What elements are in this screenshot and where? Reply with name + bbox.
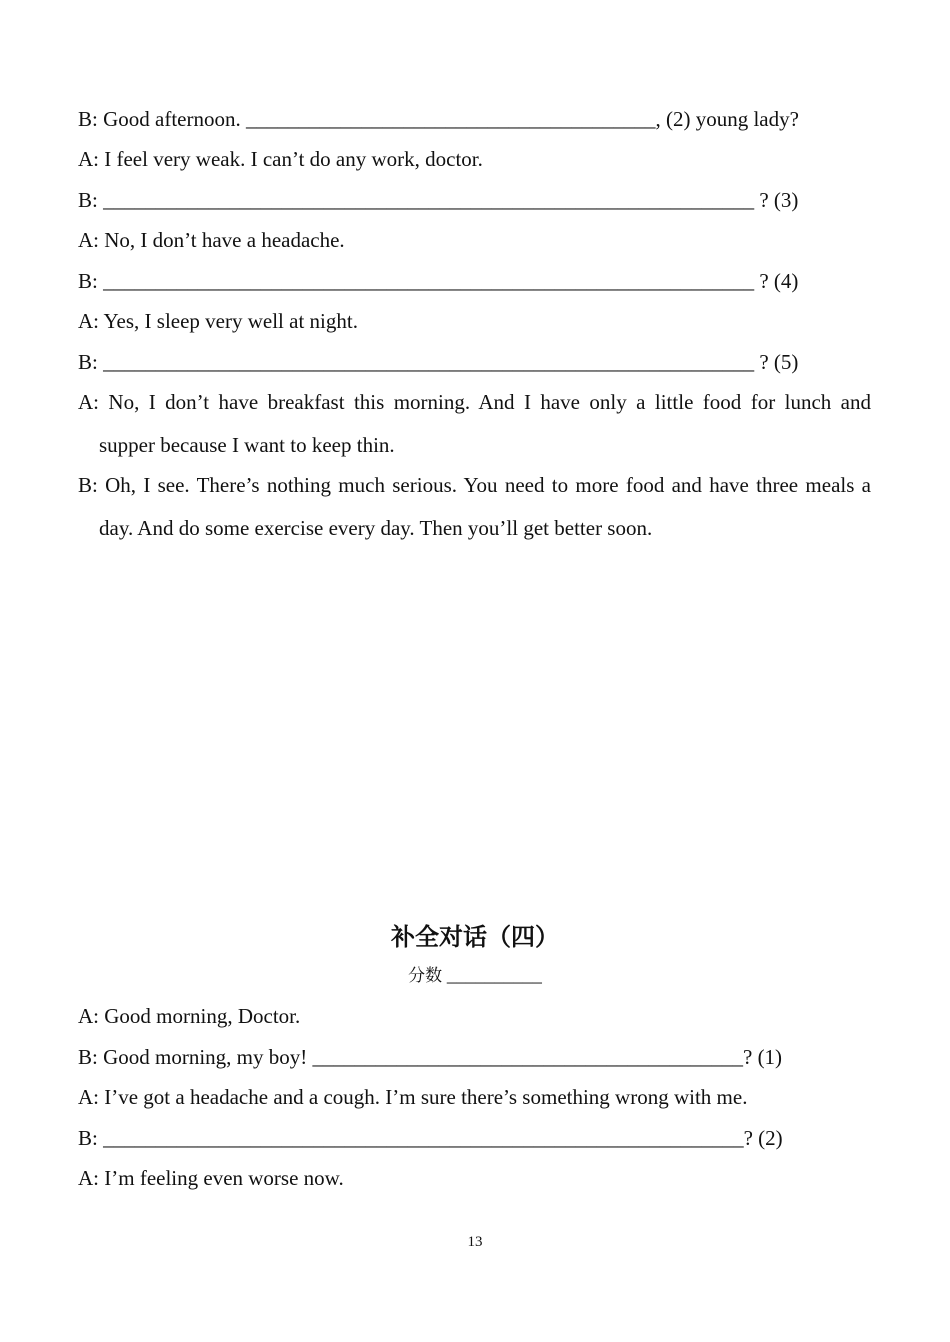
score-label: 分数: [408, 966, 443, 986]
dialogue-line: B: _____________________________________________________________? (2): [78, 1126, 783, 1150]
dialogue-line: A: No, I don’t have a headache.: [78, 228, 345, 252]
dialogue-line: A: I feel very weak. I can’t do any work, doctor.: [78, 147, 483, 171]
dialogue-line: B: ______________________________________________________________ ? (5): [78, 350, 799, 374]
dialogue-line: B: Good morning, my boy! _________________________________________? (1): [78, 1045, 783, 1069]
dialogue-line: B: ______________________________________________________________ ? (3): [78, 188, 799, 212]
dialogue-line: A: Good morning, Doctor.: [78, 1004, 301, 1028]
dialogue-line: B: ______________________________________________________________ ? (4): [78, 269, 799, 293]
dialogue-line: A: Yes, I sleep very well at night.: [78, 309, 358, 333]
dialogue-line: B: Oh, I see. There’s nothing much serious. You need to more food and have three meals a: [78, 473, 871, 497]
section-title: 补全对话（四）: [391, 923, 559, 951]
score-line: [0, 964, 950, 988]
dialogue-line: A: I’m feeling even worse now.: [78, 1166, 344, 1190]
dialogue-line: A: I’ve got a headache and a cough. I’m sure there’s something wrong with me.: [78, 1085, 748, 1109]
dialogue-line-continued: day. And do some exercise every day. Then you’ll get better soon.: [99, 516, 653, 540]
dialogue-line-continued: supper because I want to keep thin.: [99, 433, 395, 457]
page-number: 13: [467, 1234, 483, 1250]
dialogue-line: B: Good afternoon. _______________________________________, (2) young lady?: [78, 107, 799, 131]
score-blank: __________: [446, 965, 542, 986]
dialogue-line: A: No, I don’t have breakfast this morning. And I have only a little food for lunch and: [78, 390, 871, 414]
